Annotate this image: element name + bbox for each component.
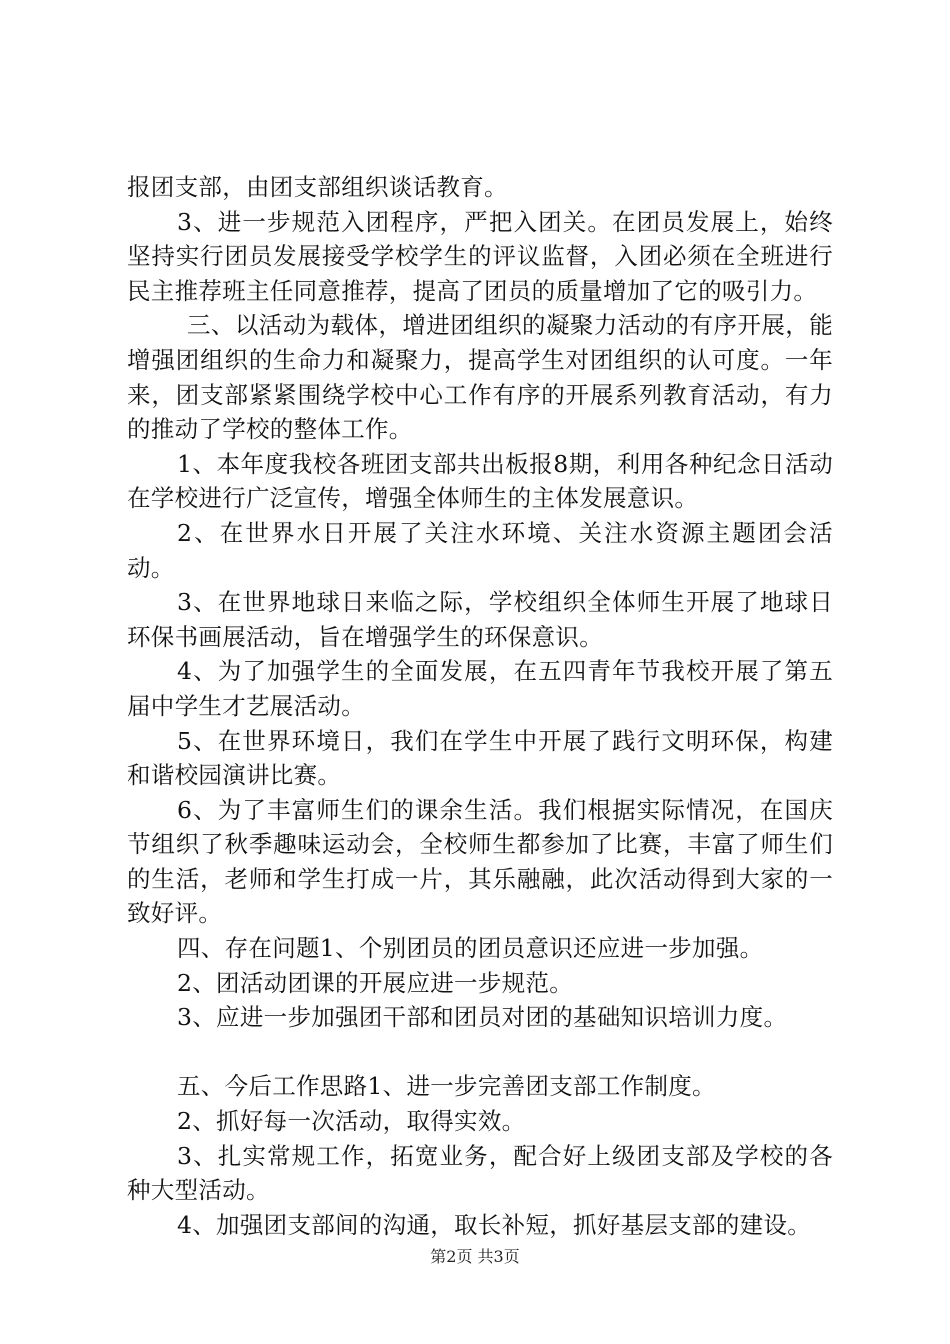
paragraph-13: 五、今后工作思路1、进一步完善团支部工作制度。	[177, 1072, 716, 1101]
paragraph-14: 2、抓好每一次活动，取得实效。	[177, 1107, 526, 1136]
page-number-footer: 第2页 共3页	[430, 1247, 520, 1266]
paragraph-1: 报团支部，由团支部组织谈话教育。	[127, 173, 508, 201]
paragraph-2: 3、进一步规范入团程序，严把入团关。在团员发展上，始终坚持实行团员发展接受学校学生的评议监督，入团必须在全班进行民主推荐班主任同意推荐，提高了团员的质量增加了它的吸引力。	[127, 207, 833, 305]
paragraph-16: 4、加强团支部间的沟通，取长补短，抓好基层支部的建设。	[177, 1210, 812, 1239]
paragraph-12: 3、应进一步加强团干部和团员对团的基础知识培训力度。	[177, 1003, 788, 1032]
paragraph-11: 2、团活动团课的开展应进一步规范。	[177, 968, 574, 997]
paragraph-10: 四、存在问题1、个别团员的团员意识还应进一步加强。	[177, 934, 764, 963]
paragraph-8: 5、在世界环境日，我们在学生中开展了践行文明环保，构建和谐校园演讲比赛。	[127, 726, 833, 790]
paragraph-9: 6、为了丰富师生们的课余生活。我们根据实际情况，在国庆节组织了秋季趣味运动会，全校师生都参加了比赛，丰富了师生们的生活，老师和学生打成一片，其乐融融，此次活动得到大家的一致好评。	[127, 795, 833, 928]
paragraph-7: 4、为了加强学生的全面发展，在五四青年节我校开展了第五届中学生才艺展活动。	[127, 657, 833, 720]
document-body	[127, 170, 833, 1242]
paragraph-4: 1、本年度我校各班团支部共出板报8期，利用各种纪念日活动在学校进行广泛宣传，增强全体师生的主体发展意识。	[127, 449, 833, 513]
paragraph-15: 3、扎实常规工作，拓宽业务，配合好上级团支部及学校的各种大型活动。	[127, 1141, 833, 1205]
paragraph-5: 2、在世界水日开展了关注水环境、关注水资源主题团会活动。	[127, 518, 833, 582]
paragraph-gap	[127, 1035, 833, 1070]
paragraph-6: 3、在世界地球日来临之际，学校组织全体师生开展了地球日环保书画展活动，旨在增强学生的环保意识。	[127, 588, 833, 651]
paragraph-3: 三、以活动为载体，增进团组织的凝聚力活动的有序开展，能增强团组织的生命力和凝聚力，提高学生对团组织的认可度。一年来，团支部紧紧围绕学校中心工作有序的开展系列教育活动，有力的推动了学校的整体工作。	[127, 311, 833, 444]
